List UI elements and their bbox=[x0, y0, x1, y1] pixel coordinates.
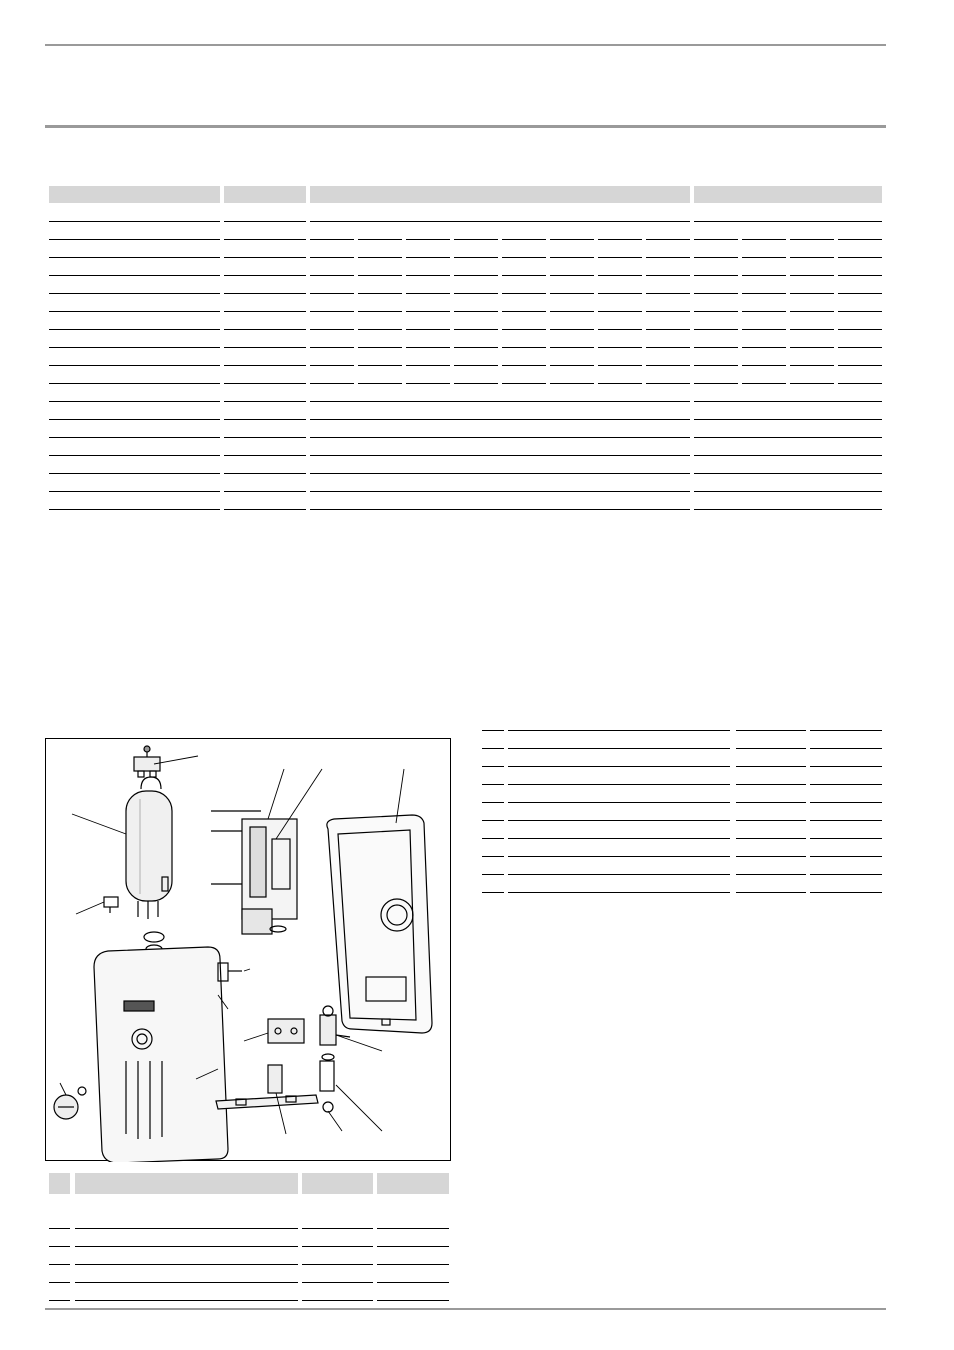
tech-table-value-cell bbox=[694, 276, 738, 294]
tech-table-value-cell bbox=[406, 312, 450, 330]
parts-bottom-cell bbox=[302, 1229, 373, 1247]
tech-table-value-cell bbox=[550, 276, 594, 294]
tech-table-value-cell bbox=[790, 258, 834, 276]
tech-table-value-cell bbox=[406, 276, 450, 294]
tech-table-value-cell bbox=[790, 348, 834, 366]
tech-table-value-cell bbox=[694, 402, 882, 420]
tech-table-value-cell bbox=[646, 294, 690, 312]
tech-table-value-cell bbox=[358, 294, 402, 312]
electronics-module-icon bbox=[211, 811, 297, 934]
tech-table-value-cell bbox=[454, 222, 498, 240]
tech-table-value-cell bbox=[310, 204, 690, 222]
parts-right-pos bbox=[482, 731, 504, 749]
tech-table-value-cell bbox=[358, 258, 402, 276]
tech-table-row-unit bbox=[224, 348, 306, 366]
tech-table-value-cell bbox=[646, 240, 690, 258]
tech-table-row-label bbox=[49, 492, 220, 510]
tech-table-value-cell bbox=[310, 384, 690, 402]
tech-table-value-cell bbox=[358, 348, 402, 366]
parts-right-code bbox=[810, 749, 882, 767]
tech-table-value-cell bbox=[358, 240, 402, 258]
parts-right-code bbox=[736, 785, 806, 803]
tech-table-value-cell bbox=[742, 222, 786, 240]
mounting-bracket-icon bbox=[216, 1095, 318, 1109]
tech-table-value-cell bbox=[790, 330, 834, 348]
tech-table-value-cell bbox=[358, 330, 402, 348]
tech-table-row-unit bbox=[224, 276, 306, 294]
tech-table-value-cell bbox=[790, 312, 834, 330]
tech-table-row-unit bbox=[224, 366, 306, 384]
tech-table-value-cell bbox=[646, 330, 690, 348]
tech-table-value-cell bbox=[502, 312, 546, 330]
tech-table-row-unit bbox=[224, 222, 306, 240]
tech-table-value-cell bbox=[406, 222, 450, 240]
parts-bottom-cell bbox=[49, 1283, 70, 1301]
tech-table-row-unit bbox=[224, 384, 306, 402]
pressure-switch-icon bbox=[134, 746, 160, 777]
tech-table-value-cell bbox=[310, 222, 354, 240]
parts-right-desc bbox=[508, 767, 730, 785]
tech-table-row-label bbox=[49, 420, 220, 438]
tech-table-value-cell bbox=[742, 258, 786, 276]
tech-table-header-cell bbox=[310, 186, 690, 203]
parts-right-pos bbox=[482, 767, 504, 785]
tech-table-value-cell bbox=[694, 204, 882, 222]
tech-table-value-cell bbox=[598, 222, 642, 240]
tech-table-value-cell bbox=[742, 366, 786, 384]
tech-table-row-label bbox=[49, 348, 220, 366]
tech-table-value-cell bbox=[358, 366, 402, 384]
parts-bottom-cell bbox=[377, 1229, 449, 1247]
parts-right-pos bbox=[482, 713, 504, 731]
tech-table-value-cell bbox=[310, 294, 354, 312]
tech-table-row-unit bbox=[224, 204, 306, 222]
parts-bottom-cell bbox=[302, 1247, 373, 1265]
tech-table-value-cell bbox=[406, 294, 450, 312]
tech-table-row-unit bbox=[224, 402, 306, 420]
tech-table-value-cell bbox=[310, 258, 354, 276]
header-rule bbox=[45, 125, 886, 128]
tech-table-value-cell bbox=[502, 348, 546, 366]
tech-table-row-label bbox=[49, 294, 220, 312]
exploded-view-drawing bbox=[46, 739, 452, 1162]
tech-table-row-unit bbox=[224, 312, 306, 330]
tech-table-row-label bbox=[49, 312, 220, 330]
tech-table-value-cell bbox=[598, 348, 642, 366]
tech-table-value-cell bbox=[694, 420, 882, 438]
tech-table-value-cell bbox=[694, 222, 738, 240]
tech-table-value-cell bbox=[454, 276, 498, 294]
tech-table-row-unit bbox=[224, 330, 306, 348]
tech-table-value-cell bbox=[646, 276, 690, 294]
tech-table-value-cell bbox=[550, 312, 594, 330]
tech-table-value-cell bbox=[790, 222, 834, 240]
tech-table-value-cell bbox=[694, 366, 738, 384]
tech-table-value-cell bbox=[550, 258, 594, 276]
tech-table-value-cell bbox=[310, 474, 690, 492]
parts-right-desc bbox=[508, 713, 730, 731]
tech-table-value-cell bbox=[790, 366, 834, 384]
tech-table-value-cell bbox=[502, 222, 546, 240]
tech-table-value-cell bbox=[550, 330, 594, 348]
exploded-view-figure bbox=[45, 738, 451, 1161]
tech-table-value-cell bbox=[406, 366, 450, 384]
parts-right-code bbox=[736, 767, 806, 785]
tech-table-value-cell bbox=[310, 492, 690, 510]
parts-right-desc bbox=[508, 821, 730, 839]
tech-table-row-label bbox=[49, 438, 220, 456]
tech-table-row-unit bbox=[224, 294, 306, 312]
parts-bottom-cell bbox=[49, 1247, 70, 1265]
tech-table-value-cell bbox=[598, 366, 642, 384]
tech-table-value-cell bbox=[694, 240, 738, 258]
tech-table-value-cell bbox=[502, 240, 546, 258]
tech-table-value-cell bbox=[310, 402, 690, 420]
tech-table-value-cell bbox=[502, 276, 546, 294]
parts-right-code bbox=[810, 713, 882, 731]
tech-table-value-cell bbox=[694, 294, 738, 312]
tech-table-value-cell bbox=[550, 294, 594, 312]
safety-cutout-icon bbox=[104, 897, 118, 913]
parts-right-pos bbox=[482, 785, 504, 803]
tech-table-value-cell bbox=[502, 366, 546, 384]
parts-bottom-cell bbox=[49, 1229, 70, 1247]
parts-right-pos bbox=[482, 803, 504, 821]
parts-right-code bbox=[736, 875, 806, 893]
back-panel-icon bbox=[327, 815, 432, 1033]
terminal-block-icon bbox=[268, 1019, 304, 1043]
tech-table-value-cell bbox=[454, 258, 498, 276]
tech-table-value-cell bbox=[598, 258, 642, 276]
tech-table-row-label bbox=[49, 366, 220, 384]
tech-table-value-cell bbox=[694, 492, 882, 510]
tech-table-value-cell bbox=[310, 420, 690, 438]
parts-right-code bbox=[736, 839, 806, 857]
tech-table-value-cell bbox=[790, 276, 834, 294]
parts-bottom-cell bbox=[377, 1265, 449, 1283]
parts-bottom-header-cell bbox=[49, 1173, 70, 1194]
tech-table-value-cell bbox=[454, 240, 498, 258]
tech-table-row-label bbox=[49, 474, 220, 492]
parts-bottom-cell bbox=[75, 1265, 298, 1283]
tech-table-row-unit bbox=[224, 474, 306, 492]
parts-right-pos bbox=[482, 857, 504, 875]
parts-right-code bbox=[736, 749, 806, 767]
tech-table-row-unit bbox=[224, 438, 306, 456]
tech-table-row-label bbox=[49, 276, 220, 294]
parts-right-desc bbox=[508, 875, 730, 893]
tech-table-value-cell bbox=[406, 258, 450, 276]
tech-table-value-cell bbox=[646, 222, 690, 240]
parts-right-code bbox=[810, 731, 882, 749]
tech-table-row-label bbox=[49, 240, 220, 258]
tech-table-value-cell bbox=[694, 384, 882, 402]
tech-table-value-cell bbox=[838, 294, 882, 312]
tech-table-value-cell bbox=[310, 330, 354, 348]
parts-bottom-cell bbox=[75, 1229, 298, 1247]
tech-table-value-cell bbox=[838, 258, 882, 276]
parts-bottom-cell bbox=[49, 1211, 70, 1229]
parts-bottom-cell bbox=[377, 1283, 449, 1301]
tech-table-value-cell bbox=[550, 348, 594, 366]
parts-right-code bbox=[736, 821, 806, 839]
tech-table-value-cell bbox=[358, 312, 402, 330]
parts-right-pos bbox=[482, 821, 504, 839]
tech-table-value-cell bbox=[550, 240, 594, 258]
tech-table-value-cell bbox=[646, 366, 690, 384]
parts-right-desc bbox=[508, 731, 730, 749]
tech-table-value-cell bbox=[742, 330, 786, 348]
tech-table-value-cell bbox=[694, 456, 882, 474]
tech-table-row-unit bbox=[224, 492, 306, 510]
tech-table-row-unit bbox=[224, 420, 306, 438]
tech-table-value-cell bbox=[310, 348, 354, 366]
tech-table-value-cell bbox=[838, 240, 882, 258]
tech-table-value-cell bbox=[406, 240, 450, 258]
parts-right-code bbox=[810, 821, 882, 839]
tech-table-value-cell bbox=[838, 222, 882, 240]
top-rule bbox=[45, 44, 886, 46]
parts-bottom-header-cell bbox=[302, 1173, 373, 1194]
tech-table-value-cell bbox=[406, 348, 450, 366]
parts-bottom-cell bbox=[302, 1283, 373, 1301]
tech-table-value-cell bbox=[598, 276, 642, 294]
tech-table-value-cell bbox=[454, 294, 498, 312]
front-cover-icon bbox=[94, 947, 228, 1162]
parts-bottom-cell bbox=[302, 1265, 373, 1283]
tech-table-value-cell bbox=[742, 312, 786, 330]
parts-bottom-cell bbox=[75, 1283, 298, 1301]
tech-table-value-cell bbox=[838, 330, 882, 348]
tech-table-row-label bbox=[49, 330, 220, 348]
parts-right-code bbox=[810, 767, 882, 785]
tech-table-value-cell bbox=[502, 294, 546, 312]
tech-table-header-cell bbox=[224, 186, 306, 203]
tech-table-value-cell bbox=[310, 438, 690, 456]
tech-table-header-cell bbox=[694, 186, 882, 203]
tech-table-value-cell bbox=[454, 366, 498, 384]
heating-element-icon bbox=[126, 777, 172, 953]
parts-right-desc bbox=[508, 839, 730, 857]
tech-table-value-cell bbox=[646, 312, 690, 330]
parts-bottom-header-cell bbox=[75, 1173, 298, 1194]
tech-table-value-cell bbox=[598, 294, 642, 312]
parts-right-code bbox=[736, 713, 806, 731]
tech-table-value-cell bbox=[694, 438, 882, 456]
tech-table-value-cell bbox=[310, 276, 354, 294]
control-knob-icon bbox=[54, 1087, 86, 1119]
tech-table-value-cell bbox=[598, 312, 642, 330]
bracket-clip-icon bbox=[218, 963, 242, 981]
tech-table-value-cell bbox=[598, 240, 642, 258]
parts-bottom-cell bbox=[302, 1211, 373, 1229]
parts-bottom-cell bbox=[377, 1247, 449, 1265]
tech-table-value-cell bbox=[646, 348, 690, 366]
tech-table-value-cell bbox=[742, 348, 786, 366]
footer-rule bbox=[45, 1308, 886, 1310]
tech-table-value-cell bbox=[310, 240, 354, 258]
tech-table-value-cell bbox=[502, 258, 546, 276]
parts-right-code bbox=[736, 803, 806, 821]
parts-right-code bbox=[810, 839, 882, 857]
tech-table-value-cell bbox=[838, 312, 882, 330]
tech-table-row-label bbox=[49, 384, 220, 402]
tech-table-value-cell bbox=[838, 366, 882, 384]
tech-table-value-cell bbox=[454, 312, 498, 330]
parts-bottom-header-cell bbox=[377, 1173, 449, 1194]
parts-bottom-cell bbox=[377, 1211, 449, 1229]
tech-table-value-cell bbox=[790, 294, 834, 312]
parts-bottom-cell bbox=[49, 1265, 70, 1283]
tech-table-value-cell bbox=[502, 330, 546, 348]
tech-table-value-cell bbox=[790, 240, 834, 258]
tech-table-value-cell bbox=[694, 312, 738, 330]
tech-table-value-cell bbox=[550, 366, 594, 384]
tech-table-value-cell bbox=[742, 240, 786, 258]
tech-table-value-cell bbox=[454, 330, 498, 348]
tech-table-value-cell bbox=[310, 456, 690, 474]
tech-table-value-cell bbox=[694, 474, 882, 492]
tech-table-row-label bbox=[49, 258, 220, 276]
parts-right-code bbox=[736, 857, 806, 875]
tech-table-row-label bbox=[49, 402, 220, 420]
tech-table-value-cell bbox=[694, 258, 738, 276]
parts-bottom-cell bbox=[75, 1211, 298, 1229]
parts-right-desc bbox=[508, 749, 730, 767]
parts-right-code bbox=[810, 857, 882, 875]
water-fitting-icon bbox=[268, 1065, 282, 1093]
tech-table-value-cell bbox=[358, 222, 402, 240]
parts-right-code bbox=[736, 731, 806, 749]
tech-table-header-cell bbox=[49, 186, 220, 203]
tech-table-value-cell bbox=[310, 312, 354, 330]
tech-table-value-cell bbox=[406, 330, 450, 348]
tech-table-row-label bbox=[49, 222, 220, 240]
tech-table-value-cell bbox=[694, 330, 738, 348]
tech-table-value-cell bbox=[838, 276, 882, 294]
parts-right-pos bbox=[482, 749, 504, 767]
parts-right-pos bbox=[482, 839, 504, 857]
tech-table-row-unit bbox=[224, 240, 306, 258]
tech-table-value-cell bbox=[454, 348, 498, 366]
tech-table-value-cell bbox=[646, 258, 690, 276]
tech-table-value-cell bbox=[358, 276, 402, 294]
tech-table-row-label bbox=[49, 456, 220, 474]
tech-table-value-cell bbox=[694, 348, 738, 366]
tech-table-row-unit bbox=[224, 258, 306, 276]
tech-table-value-cell bbox=[838, 348, 882, 366]
parts-right-code bbox=[810, 875, 882, 893]
parts-right-pos bbox=[482, 875, 504, 893]
parts-right-code bbox=[810, 785, 882, 803]
parts-bottom-cell bbox=[75, 1247, 298, 1265]
tech-table-value-cell bbox=[310, 366, 354, 384]
parts-right-desc bbox=[508, 857, 730, 875]
parts-right-desc bbox=[508, 785, 730, 803]
tech-table-row-unit bbox=[224, 456, 306, 474]
tech-table-row-label bbox=[49, 204, 220, 222]
parts-right-desc bbox=[508, 803, 730, 821]
tech-table-value-cell bbox=[742, 294, 786, 312]
tech-table-value-cell bbox=[742, 276, 786, 294]
tech-table-value-cell bbox=[598, 330, 642, 348]
parts-right-code bbox=[810, 803, 882, 821]
tech-table-value-cell bbox=[550, 222, 594, 240]
